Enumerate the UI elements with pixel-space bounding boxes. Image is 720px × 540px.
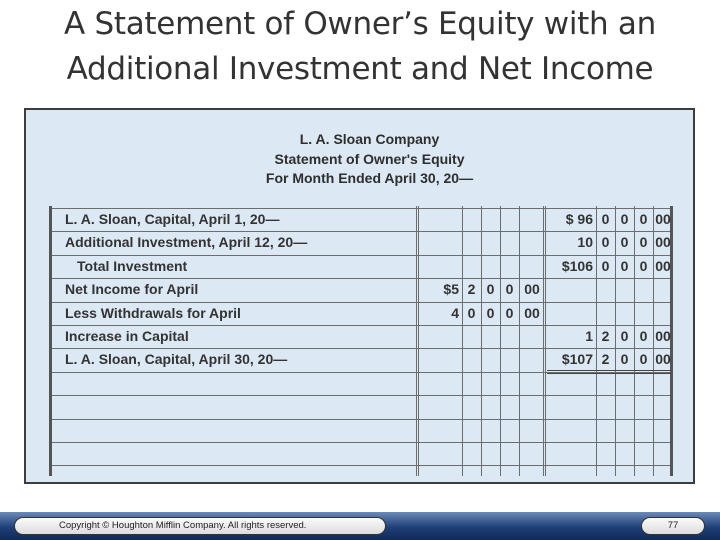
ledger-rule <box>52 419 670 420</box>
right-amount-cell: 0 <box>639 257 648 274</box>
ledger-column-rule <box>418 206 419 476</box>
slide-title-line-2: Additional Investment and Net Income <box>66 51 654 87</box>
right-amount-cell: $107 <box>561 351 593 368</box>
right-amount-cell: 00 <box>655 211 671 227</box>
left-amount-cell: 0 <box>505 304 514 321</box>
right-amount-cell: 0 <box>639 211 648 227</box>
left-amount-cell: 00 <box>524 281 540 298</box>
ledger-column-rule <box>543 206 544 476</box>
right-amount-cell: 1 <box>585 328 593 344</box>
slide-title <box>0 2 720 92</box>
right-amount-cell: 2 <box>601 351 610 368</box>
statement-period: For Month Ended April 30, 20— <box>265 170 474 186</box>
right-amount-cell: 00 <box>655 328 671 344</box>
statement-figure <box>24 108 695 484</box>
ledger-column-rule <box>500 206 501 476</box>
right-amount-cell: 0 <box>620 211 629 227</box>
right-amount-cell: 0 <box>620 351 629 368</box>
row-description: Net Income for April <box>65 281 199 298</box>
right-amount-cell: $106 <box>561 257 593 274</box>
page-number: 77 <box>641 517 705 535</box>
ledger-column-rule <box>519 206 520 476</box>
row-description: Less Withdrawals for April <box>65 304 241 321</box>
company-name: L. A. Sloan Company <box>299 131 440 147</box>
statement-name: Statement of Owner's Equity <box>274 150 465 167</box>
right-amount-cell: 0 <box>639 234 648 251</box>
row-description: L. A. Sloan, Capital, April 30, 20— <box>65 351 288 368</box>
ledger-column-rule <box>481 206 482 476</box>
copyright-notice: Copyright © Houghton Mifflin Company. All rights reserved. <box>14 517 386 535</box>
right-amount-cell: 0 <box>601 257 610 274</box>
slide-title-line-1: A Statement of Owner’s Equity with an <box>64 6 656 42</box>
right-amount-cell: 2 <box>601 328 610 344</box>
right-amount-cell: 0 <box>620 257 629 274</box>
ledger-rule <box>52 395 670 396</box>
ledger-column-rule <box>416 206 417 476</box>
double-underline <box>547 373 671 374</box>
left-amount-cell: 4 <box>451 304 459 321</box>
right-amount-cell: $ 96 <box>565 211 593 227</box>
right-amount-cell: 0 <box>601 211 610 227</box>
left-amount-cell: 00 <box>524 304 540 321</box>
row-description: Increase in Capital <box>65 328 189 344</box>
left-amount-cell: 0 <box>486 304 495 321</box>
right-amount-cell: 0 <box>620 234 629 251</box>
ledger-table <box>49 206 673 476</box>
row-description: Total Investment <box>77 257 188 274</box>
left-amount-cell: 0 <box>486 281 495 298</box>
row-description: L. A. Sloan, Capital, April 1, 20— <box>65 211 280 227</box>
ledger-rule <box>52 465 670 466</box>
row-description: Additional Investment, April 12, 20— <box>65 234 308 251</box>
statement-heading <box>26 130 693 189</box>
right-amount-cell: 00 <box>655 257 671 274</box>
left-amount-cell: 2 <box>467 281 476 298</box>
left-amount-cell: 0 <box>467 304 476 321</box>
double-underline <box>547 370 671 371</box>
right-amount-cell: 0 <box>639 351 648 368</box>
left-amount-cell: 0 <box>505 281 514 298</box>
right-amount-cell: 00 <box>655 234 671 251</box>
right-amount-cell: 00 <box>655 351 671 368</box>
ledger-column-rule <box>462 206 463 476</box>
ledger-rule <box>52 442 670 443</box>
right-amount-cell: 0 <box>620 328 629 344</box>
right-amount-cell: 0 <box>601 234 610 251</box>
right-amount-cell: 10 <box>577 234 593 251</box>
right-amount-cell: 0 <box>639 328 648 344</box>
left-amount-cell: $5 <box>443 281 459 298</box>
